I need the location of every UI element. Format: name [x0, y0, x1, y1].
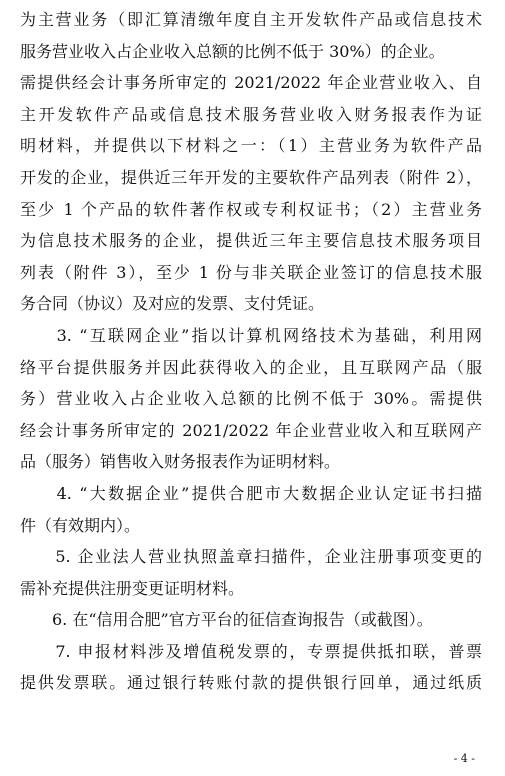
text-line: 为主营业务（即汇算清缴年度自主开发软件产品或信息技术 — [20, 10, 482, 29]
text-line: 5. 企业法人营业执照盖章扫描件，企业注册事项变更的 — [20, 547, 482, 567]
text-line: 务）营业收入占企业收入总额的比例不低于 30%。需提供 — [20, 389, 482, 409]
text-line: 需提供经会计事务所审定的 2021/2022 年企业营业收入、自 — [20, 73, 482, 93]
text-line: 为信息技术服务的企业，提供近三年主要信息技术服务项目 — [20, 231, 482, 251]
text-line: 需补充提供注册变更证明材料。 — [20, 578, 245, 598]
text-line: 务合同（协议）及对应的发票、支付凭证。 — [20, 294, 325, 314]
text-line: 络平台提供服务并因此获得收入的企业，且互联网产品（服 — [20, 357, 482, 377]
text-line: 主开发软件产品或信息技术服务营业收入财务报表作为证 — [20, 104, 482, 124]
text-line: 4. “大数据企业”提供合肥市大数据企业认定证书扫描 — [20, 483, 482, 503]
text-line: 列表（附件 3），至少 1 份与非关联企业签订的信息技术服 — [20, 262, 482, 282]
text-line: 开发的企业，提供近三年开发的主要软件产品列表（附件 2）， — [20, 167, 482, 187]
text-line: 7. 申报材料涉及增值税发票的，专票提供抵扣联，普票 — [20, 641, 482, 661]
text-line: 3. “互联网企业”指以计算机网络技术为基础，利用网 — [20, 325, 482, 345]
text-line: 明材料，并提供以下材料之一：（1）主营业务为软件产品 — [20, 136, 482, 156]
text-line: 提供发票联。通过银行转账付款的提供银行回单，通过纸质 — [20, 673, 482, 693]
text-line: 6. 在“信用合肥”官方平台的征信查询报告（或截图）。 — [20, 610, 433, 630]
body-text — [20, 4, 482, 699]
page-number: - 4 - — [453, 752, 475, 765]
text-line: 至少 1 个产品的软件著作权或专利权证书；（2）主营业务 — [20, 199, 482, 219]
text-line: 件（有效期内）。 — [20, 515, 141, 535]
text-line: 品（服务）销售收入财务报表作为证明材料。 — [20, 452, 341, 472]
text-line: 经会计事务所审定的 2021/2022 年企业营业收入和互联网产 — [20, 420, 482, 440]
text-line: 服务营业收入占企业收入总额的比例不低于 30%）的企业。 — [20, 41, 445, 61]
